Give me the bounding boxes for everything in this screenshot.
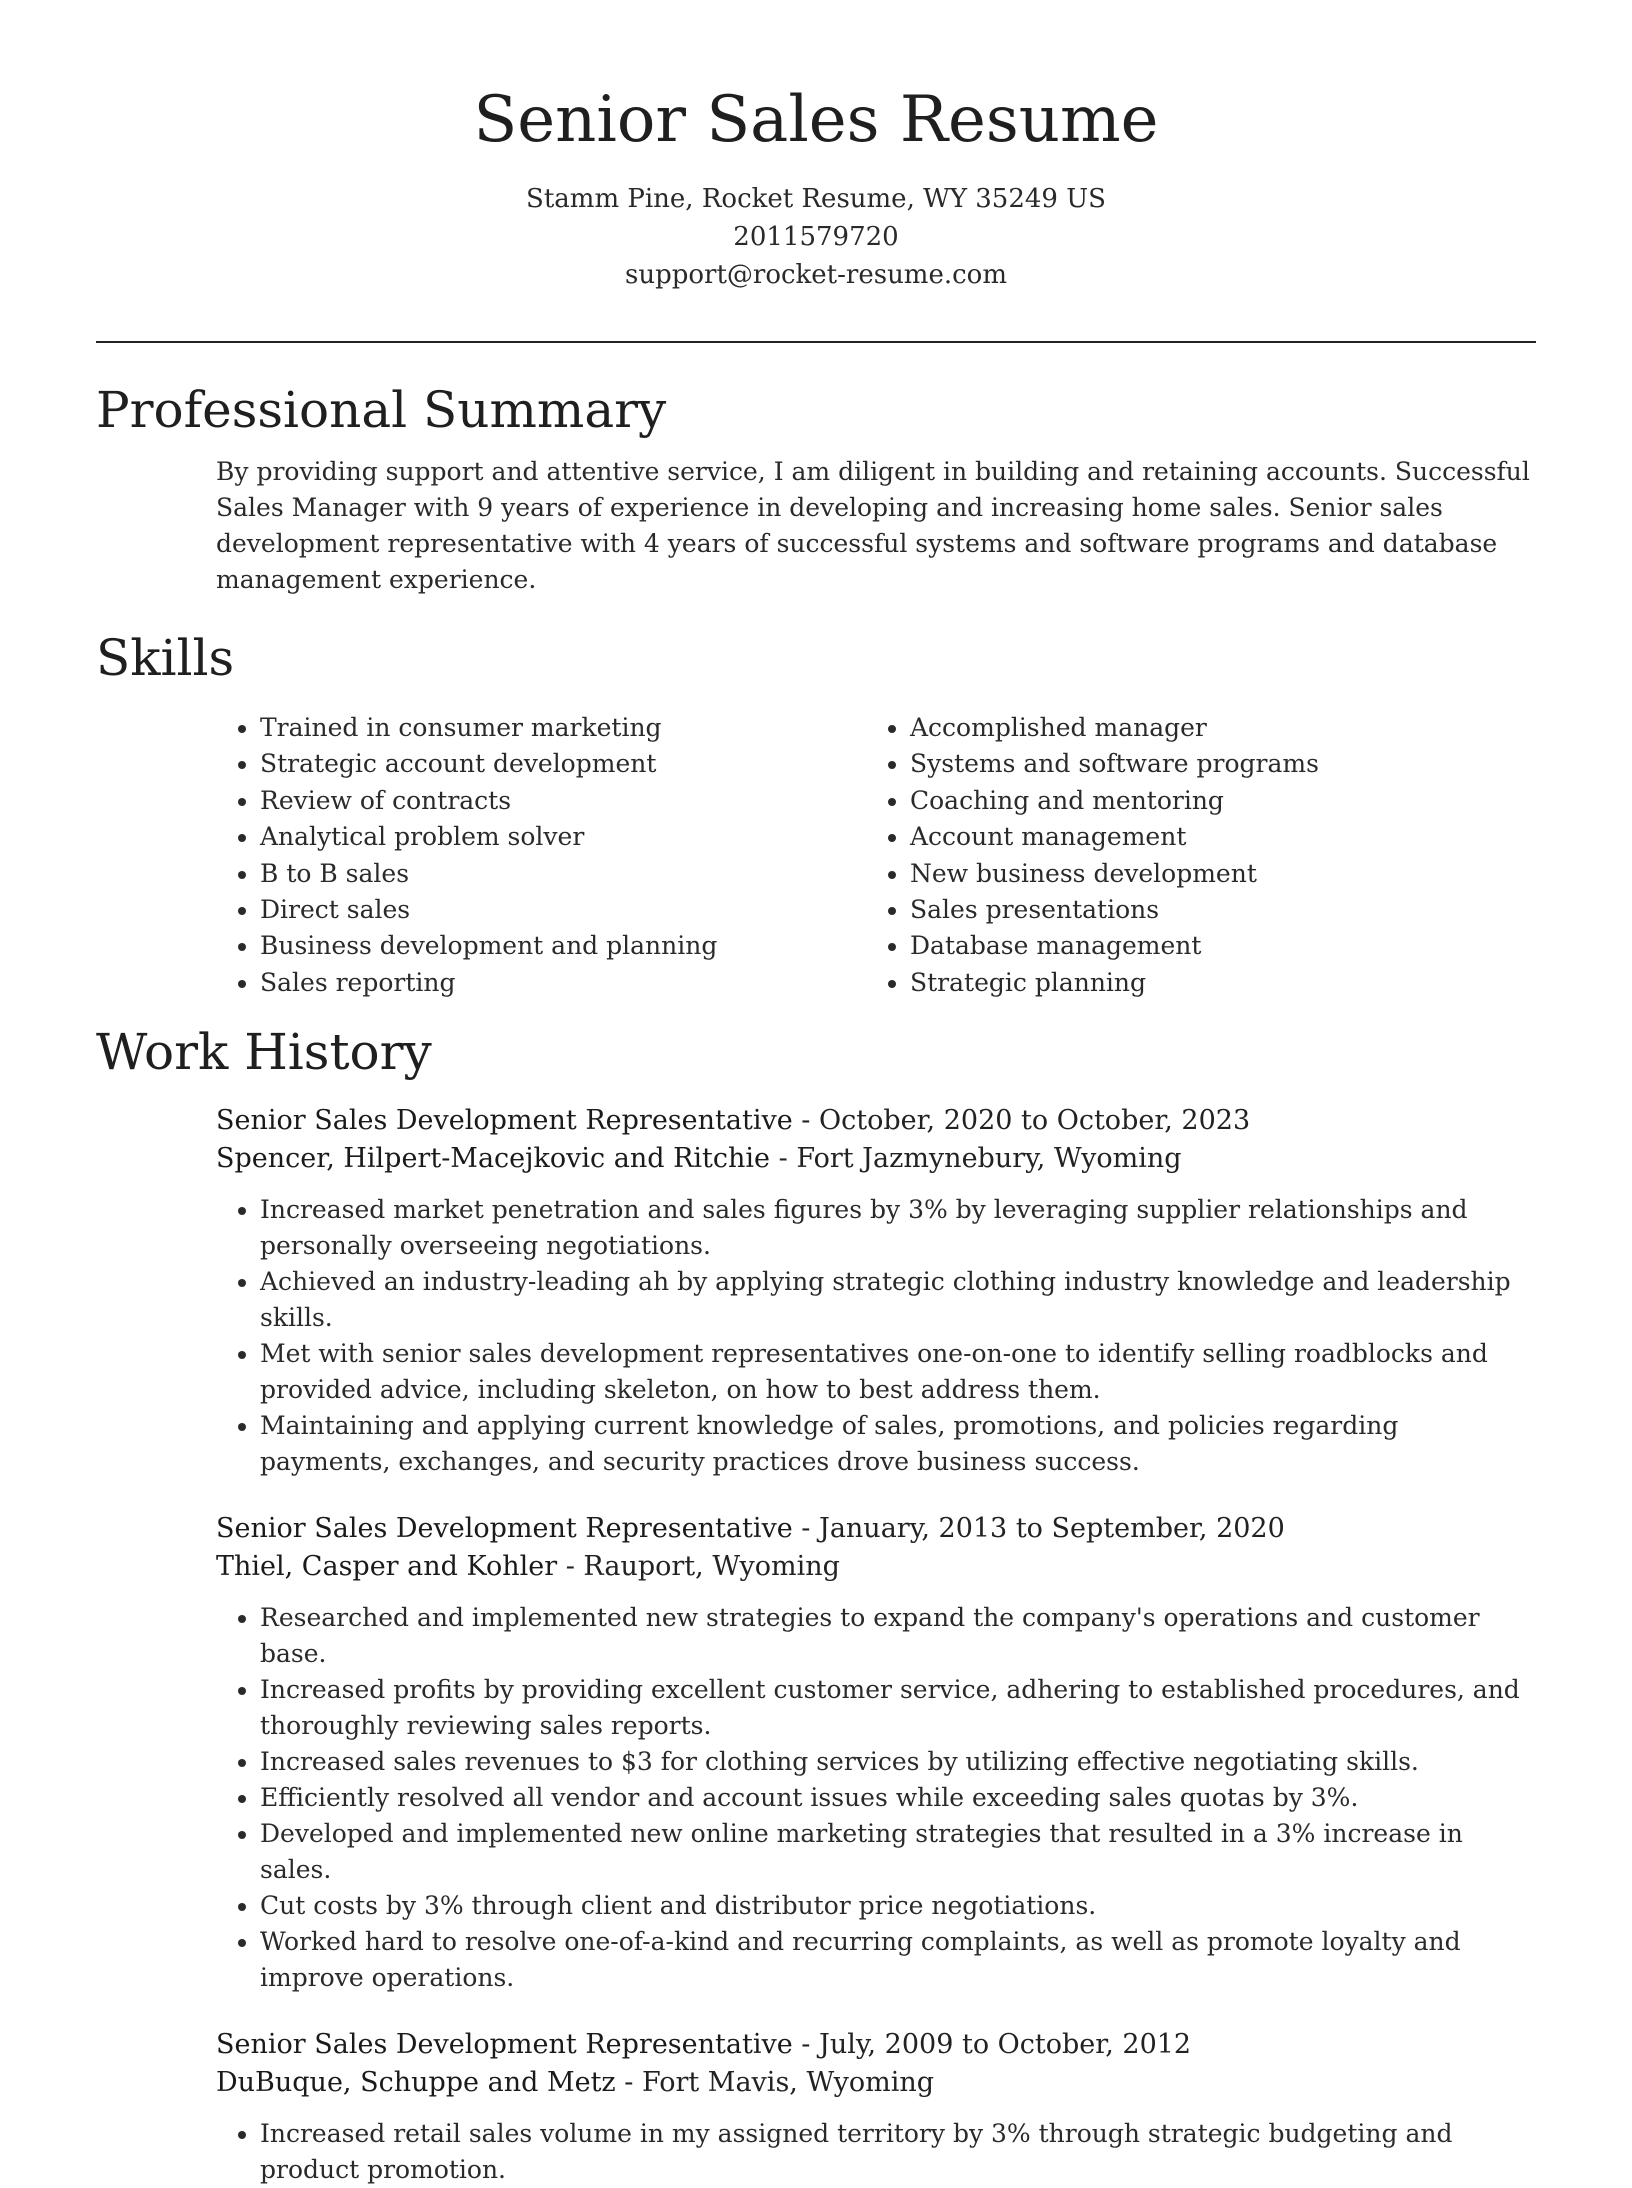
job-dates: - July, 2009 to October, 2012 xyxy=(792,2029,1192,2060)
job-company: DuBuque, Schuppe and Metz xyxy=(216,2067,616,2098)
job-company-line xyxy=(216,1548,1536,1586)
job-title-line xyxy=(216,1102,1536,1140)
job-bullets xyxy=(216,1192,1536,1480)
resume-header xyxy=(0,0,1632,294)
skill-item: • Trained in consumer marketing xyxy=(260,710,866,746)
job-bullet: • Increased profits by providing excellent customer service, adhering to established procedures, and thoroughly reviewing sales reports. xyxy=(260,1672,1536,1744)
job-location: - Rauport, Wyoming xyxy=(557,1551,840,1582)
skill-item: • Analytical problem solver xyxy=(260,819,866,855)
job-title: Senior Sales Development Representative xyxy=(216,2029,793,2060)
skill-item: • B to B sales xyxy=(260,856,866,892)
summary-text: By providing support and attentive service, I am diligent in building and retaining accounts. Successful Sales Manager with 9 years of experience in developing and increasing home sales. Senior sales development representative with 4 years of successful systems and software programs and database management experience. xyxy=(216,457,1530,594)
job-dates: - January, 2013 to September, 2020 xyxy=(792,1513,1285,1544)
skill-item: • Sales presentations xyxy=(910,892,1516,928)
job-bullets xyxy=(216,2116,1536,2188)
job-entry xyxy=(216,2026,1536,2188)
skill-item: • Direct sales xyxy=(260,892,866,928)
job-bullet: • Achieved an industry-leading ah by applying strategic clothing industry knowledge and leadership skills. xyxy=(260,1264,1536,1336)
skill-item: • Accomplished manager xyxy=(910,710,1516,746)
skills-grid xyxy=(216,710,1536,1001)
job-bullet: • Increased market penetration and sales figures by 3% by leveraging supplier relationships and personally overseeing negotiations. xyxy=(260,1192,1536,1264)
contact-phone: 2011579720 xyxy=(733,221,899,252)
job-entry xyxy=(216,1102,1536,1480)
header-divider xyxy=(96,341,1536,343)
job-entry xyxy=(216,1510,1536,1996)
skills-list-left xyxy=(216,710,866,1001)
job-bullet: • Efficiently resolved all vendor and account issues while exceeding sales quotas by 3%. xyxy=(260,1780,1536,1816)
skill-item: • Sales reporting xyxy=(260,965,866,1001)
job-title: Senior Sales Development Representative xyxy=(216,1105,793,1136)
job-bullet: • Researched and implemented new strategies to expand the company's operations and customer base. xyxy=(260,1600,1536,1672)
skill-item: • Review of contracts xyxy=(260,783,866,819)
skill-item: • Strategic account development xyxy=(260,746,866,782)
job-company-line xyxy=(216,1140,1536,1178)
work-history-heading: Work History xyxy=(96,1023,432,1081)
job-bullet: • Cut costs by 3% through client and distributor price negotiations. xyxy=(260,1888,1536,1924)
summary-section xyxy=(96,380,1536,598)
contact-address: Stamm Pine, Rocket Resume, WY 35249 US xyxy=(526,183,1106,214)
job-title-line xyxy=(216,1510,1536,1548)
skill-item: • Strategic planning xyxy=(910,965,1516,1001)
skill-item: • New business development xyxy=(910,856,1516,892)
skills-list-right xyxy=(866,710,1516,1001)
job-location: - Fort Jazmynebury, Wyoming xyxy=(770,1143,1182,1174)
contact-email: support@rocket-resume.com xyxy=(624,259,1007,290)
job-bullet: • Increased retail sales volume in my assigned territory by 3% through strategic budgeting and product promotion. xyxy=(260,2116,1536,2188)
skill-item: • Systems and software programs xyxy=(910,746,1516,782)
job-bullet: • Increased sales revenues to $3 for clothing services by utilizing effective negotiating skills. xyxy=(260,1744,1536,1780)
job-company: Spencer, Hilpert-Macejkovic and Ritchie xyxy=(216,1143,771,1174)
skill-item: • Account management xyxy=(910,819,1516,855)
job-company: Thiel, Casper and Kohler xyxy=(216,1551,558,1582)
job-bullet: • Developed and implemented new online marketing strategies that resulted in a 3% increase in sales. xyxy=(260,1816,1536,1888)
job-dates: - October, 2020 to October, 2023 xyxy=(792,1105,1251,1136)
skills-heading: Skills xyxy=(96,629,235,687)
resume-title: Senior Sales Resume xyxy=(473,83,1159,157)
summary-heading: Professional Summary xyxy=(96,381,667,439)
job-title: Senior Sales Development Representative xyxy=(216,1513,793,1544)
skill-item: • Database management xyxy=(910,928,1516,964)
skill-item: • Business development and planning xyxy=(260,928,866,964)
skill-item: • Coaching and mentoring xyxy=(910,783,1516,819)
job-bullets xyxy=(216,1600,1536,1996)
work-history-section xyxy=(96,1022,1536,2188)
job-bullet: • Maintaining and applying current knowledge of sales, promotions, and policies regarding payments, exchanges, and security practices drove business success. xyxy=(260,1408,1536,1480)
job-title-line xyxy=(216,2026,1536,2064)
contact-block xyxy=(0,180,1632,294)
job-company-line xyxy=(216,2064,1536,2102)
skills-section xyxy=(96,628,1536,1001)
job-bullet: • Worked hard to resolve one-of-a-kind and recurring complaints, as well as promote loyalty and improve operations. xyxy=(260,1924,1536,1996)
job-bullet: • Met with senior sales development representatives one-on-one to identify selling roadblocks and provided advice, including skeleton, on how to best address them. xyxy=(260,1336,1536,1408)
job-location: - Fort Mavis, Wyoming xyxy=(615,2067,935,2098)
